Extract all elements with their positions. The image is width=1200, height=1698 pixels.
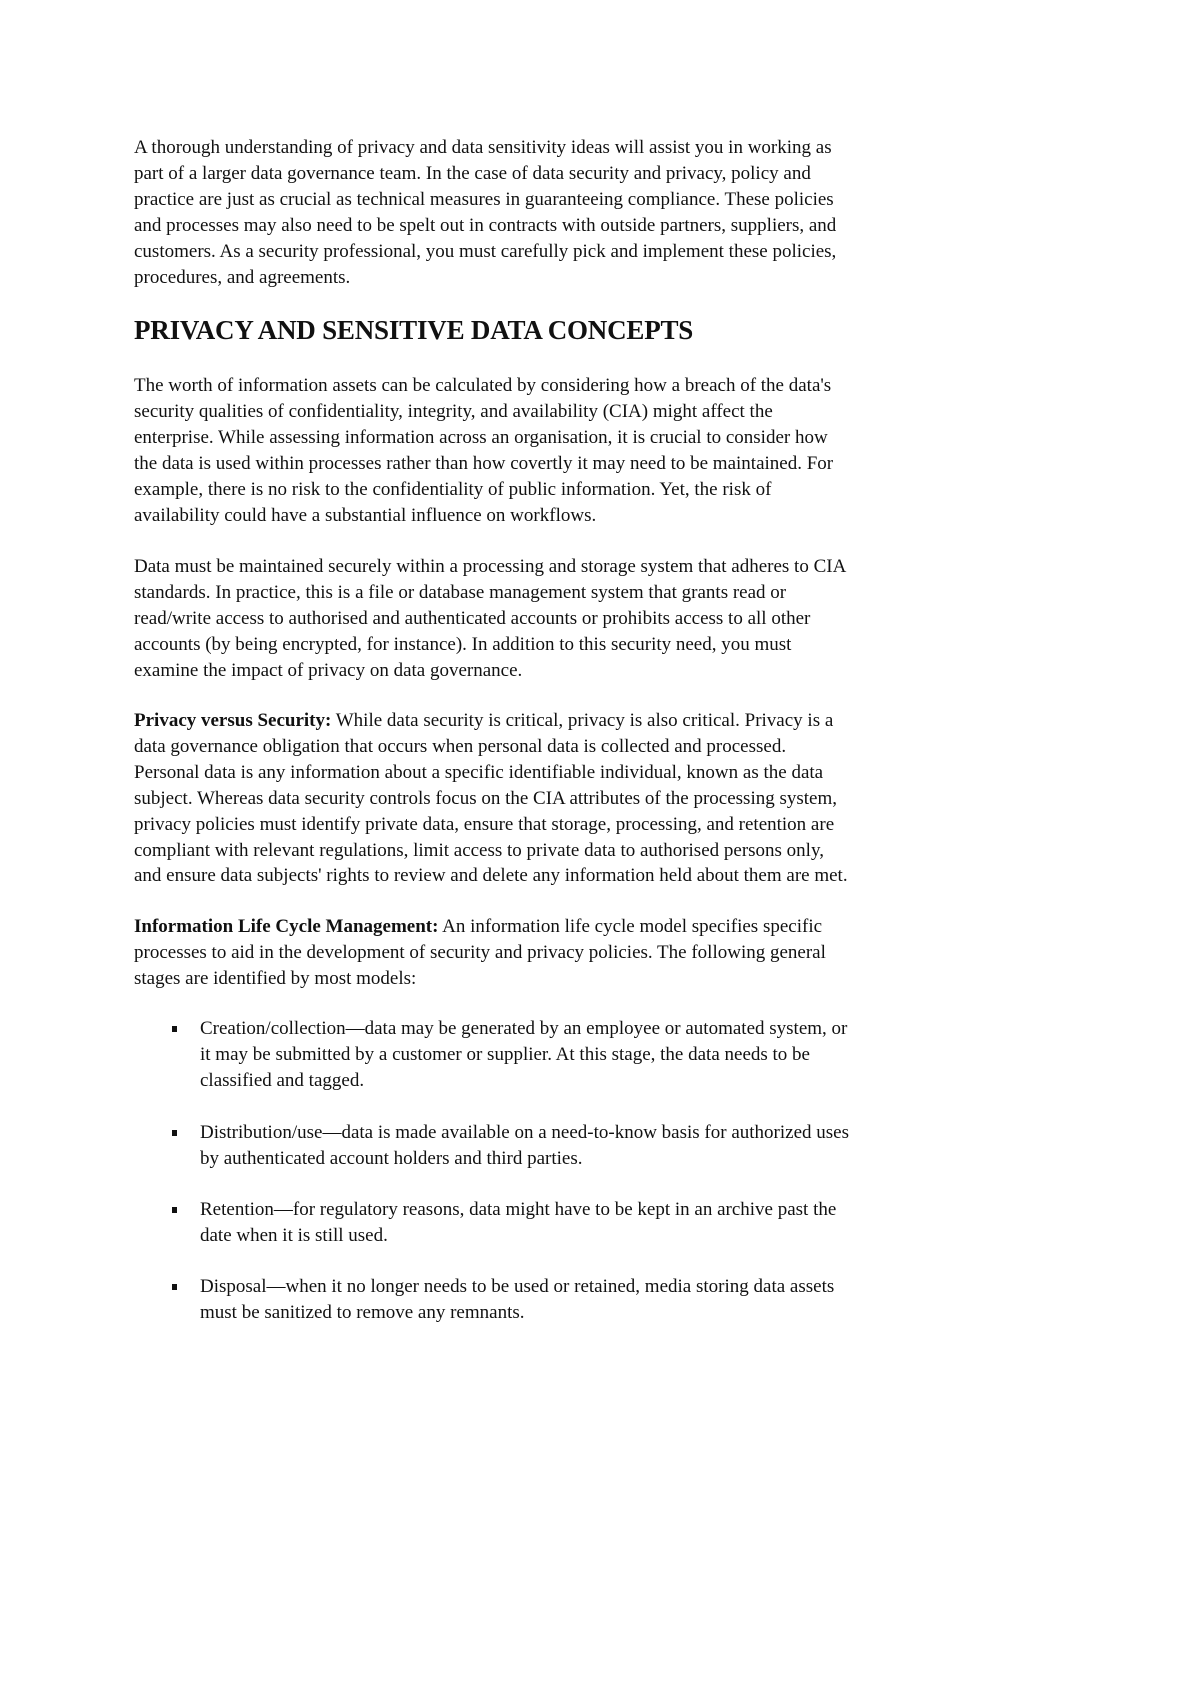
text-line: by authenticated account holders and third parties. xyxy=(200,1147,583,1169)
bullet-icon xyxy=(172,1026,177,1032)
text-line: Personal data is any information about a specific identifiable individual, known as the data xyxy=(134,761,824,783)
text-line: accounts (by being encrypted, for instance). In addition to this security need, you must xyxy=(134,633,792,655)
text-line: and ensure data subjects' rights to review and delete any information held about them are met. xyxy=(134,865,848,887)
text-line: subject. Whereas data security controls focus on the CIA attributes of the processing system, xyxy=(134,787,837,809)
text-line: enterprise. While assessing information across an organisation, it is crucial to consider how xyxy=(134,426,828,448)
text-line: availability could have a substantial influence on workflows. xyxy=(134,504,597,526)
text-line: customers. As a security professional, you must carefully pick and implement these policies, xyxy=(134,240,837,262)
text-line: The worth of information assets can be calculated by considering how a breach of the data's xyxy=(134,375,832,396)
text-span: While data security is critical, privacy is also critical. Privacy is a xyxy=(331,710,834,731)
bullet-icon xyxy=(172,1207,177,1213)
text-line: example, there is no risk to the confidentiality of public information. Yet, the risk of xyxy=(134,478,772,500)
privacy-lead: Privacy versus Security: xyxy=(134,710,332,731)
text-line: Retention—for regulatory reasons, data might have to be kept in an archive past the xyxy=(200,1199,837,1220)
bullet-icon xyxy=(172,1284,177,1290)
text-line: practice are just as crucial as technical measures in guaranteeing compliance. These policies xyxy=(134,188,834,210)
privacy-paragraph xyxy=(134,708,994,889)
text-line: classified and tagged. xyxy=(200,1069,365,1091)
text-line: processes to aid in the development of security and privacy policies. The following general xyxy=(134,941,826,963)
data-paragraph xyxy=(134,554,994,684)
text-line: A thorough understanding of privacy and data sensitivity ideas will assist you in working as xyxy=(134,137,832,158)
worth-paragraph xyxy=(134,373,994,528)
lifecycle-paragraph xyxy=(134,914,994,992)
text-line xyxy=(134,914,994,940)
text-line: stages are identified by most models: xyxy=(134,967,417,989)
text-line: part of a larger data governance team. In the case of data security and privacy, policy and xyxy=(134,162,811,184)
lifecycle-lead: Information Life Cycle Management: xyxy=(134,916,439,937)
text-line xyxy=(134,708,994,734)
intro-paragraph xyxy=(134,135,994,290)
text-line: it may be submitted by a customer or supplier. At this stage, the data needs to be xyxy=(200,1043,810,1065)
text-line: Creation/collection—data may be generated by an employee or automated system, or xyxy=(200,1018,848,1039)
text-line: security qualities of confidentiality, integrity, and availability (CIA) might affect the xyxy=(134,400,773,422)
text-line: date when it is still used. xyxy=(200,1224,388,1246)
text-line: read/write access to authorised and authenticated accounts or prohibits access to all other xyxy=(134,607,811,629)
text-line: must be sanitized to remove any remnants. xyxy=(200,1301,525,1323)
text-line: Disposal—when it no longer needs to be used or retained, media storing data assets xyxy=(200,1276,835,1297)
bullet-icon xyxy=(172,1130,177,1136)
text-line: Distribution/use—data is made available on a need-to-know basis for authorized uses xyxy=(200,1122,849,1143)
text-line: Data must be maintained securely within a processing and storage system that adheres to CIA xyxy=(134,556,847,577)
text-line: standards. In practice, this is a file or database management system that grants read or xyxy=(134,581,787,603)
text-line: privacy policies must identify private data, ensure that storage, processing, and retention are xyxy=(134,813,835,835)
text-line: procedures, and agreements. xyxy=(134,266,351,288)
section-heading: PRIVACY AND SENSITIVE DATA CONCEPTS xyxy=(134,315,694,345)
text-line: examine the impact of privacy on data governance. xyxy=(134,659,523,681)
text-line: data governance obligation that occurs when personal data is collected and processed. xyxy=(134,735,787,757)
text-line: and processes may also need to be spelt out in contracts with outside partners, suppliers, and xyxy=(134,214,837,236)
text-span: An information life cycle model specifies specific xyxy=(438,916,823,937)
text-line: compliant with relevant regulations, limit access to private data to authorised persons only, xyxy=(134,839,824,861)
text-line: the data is used within processes rather than how covertly it may need to be maintained. For xyxy=(134,452,834,474)
